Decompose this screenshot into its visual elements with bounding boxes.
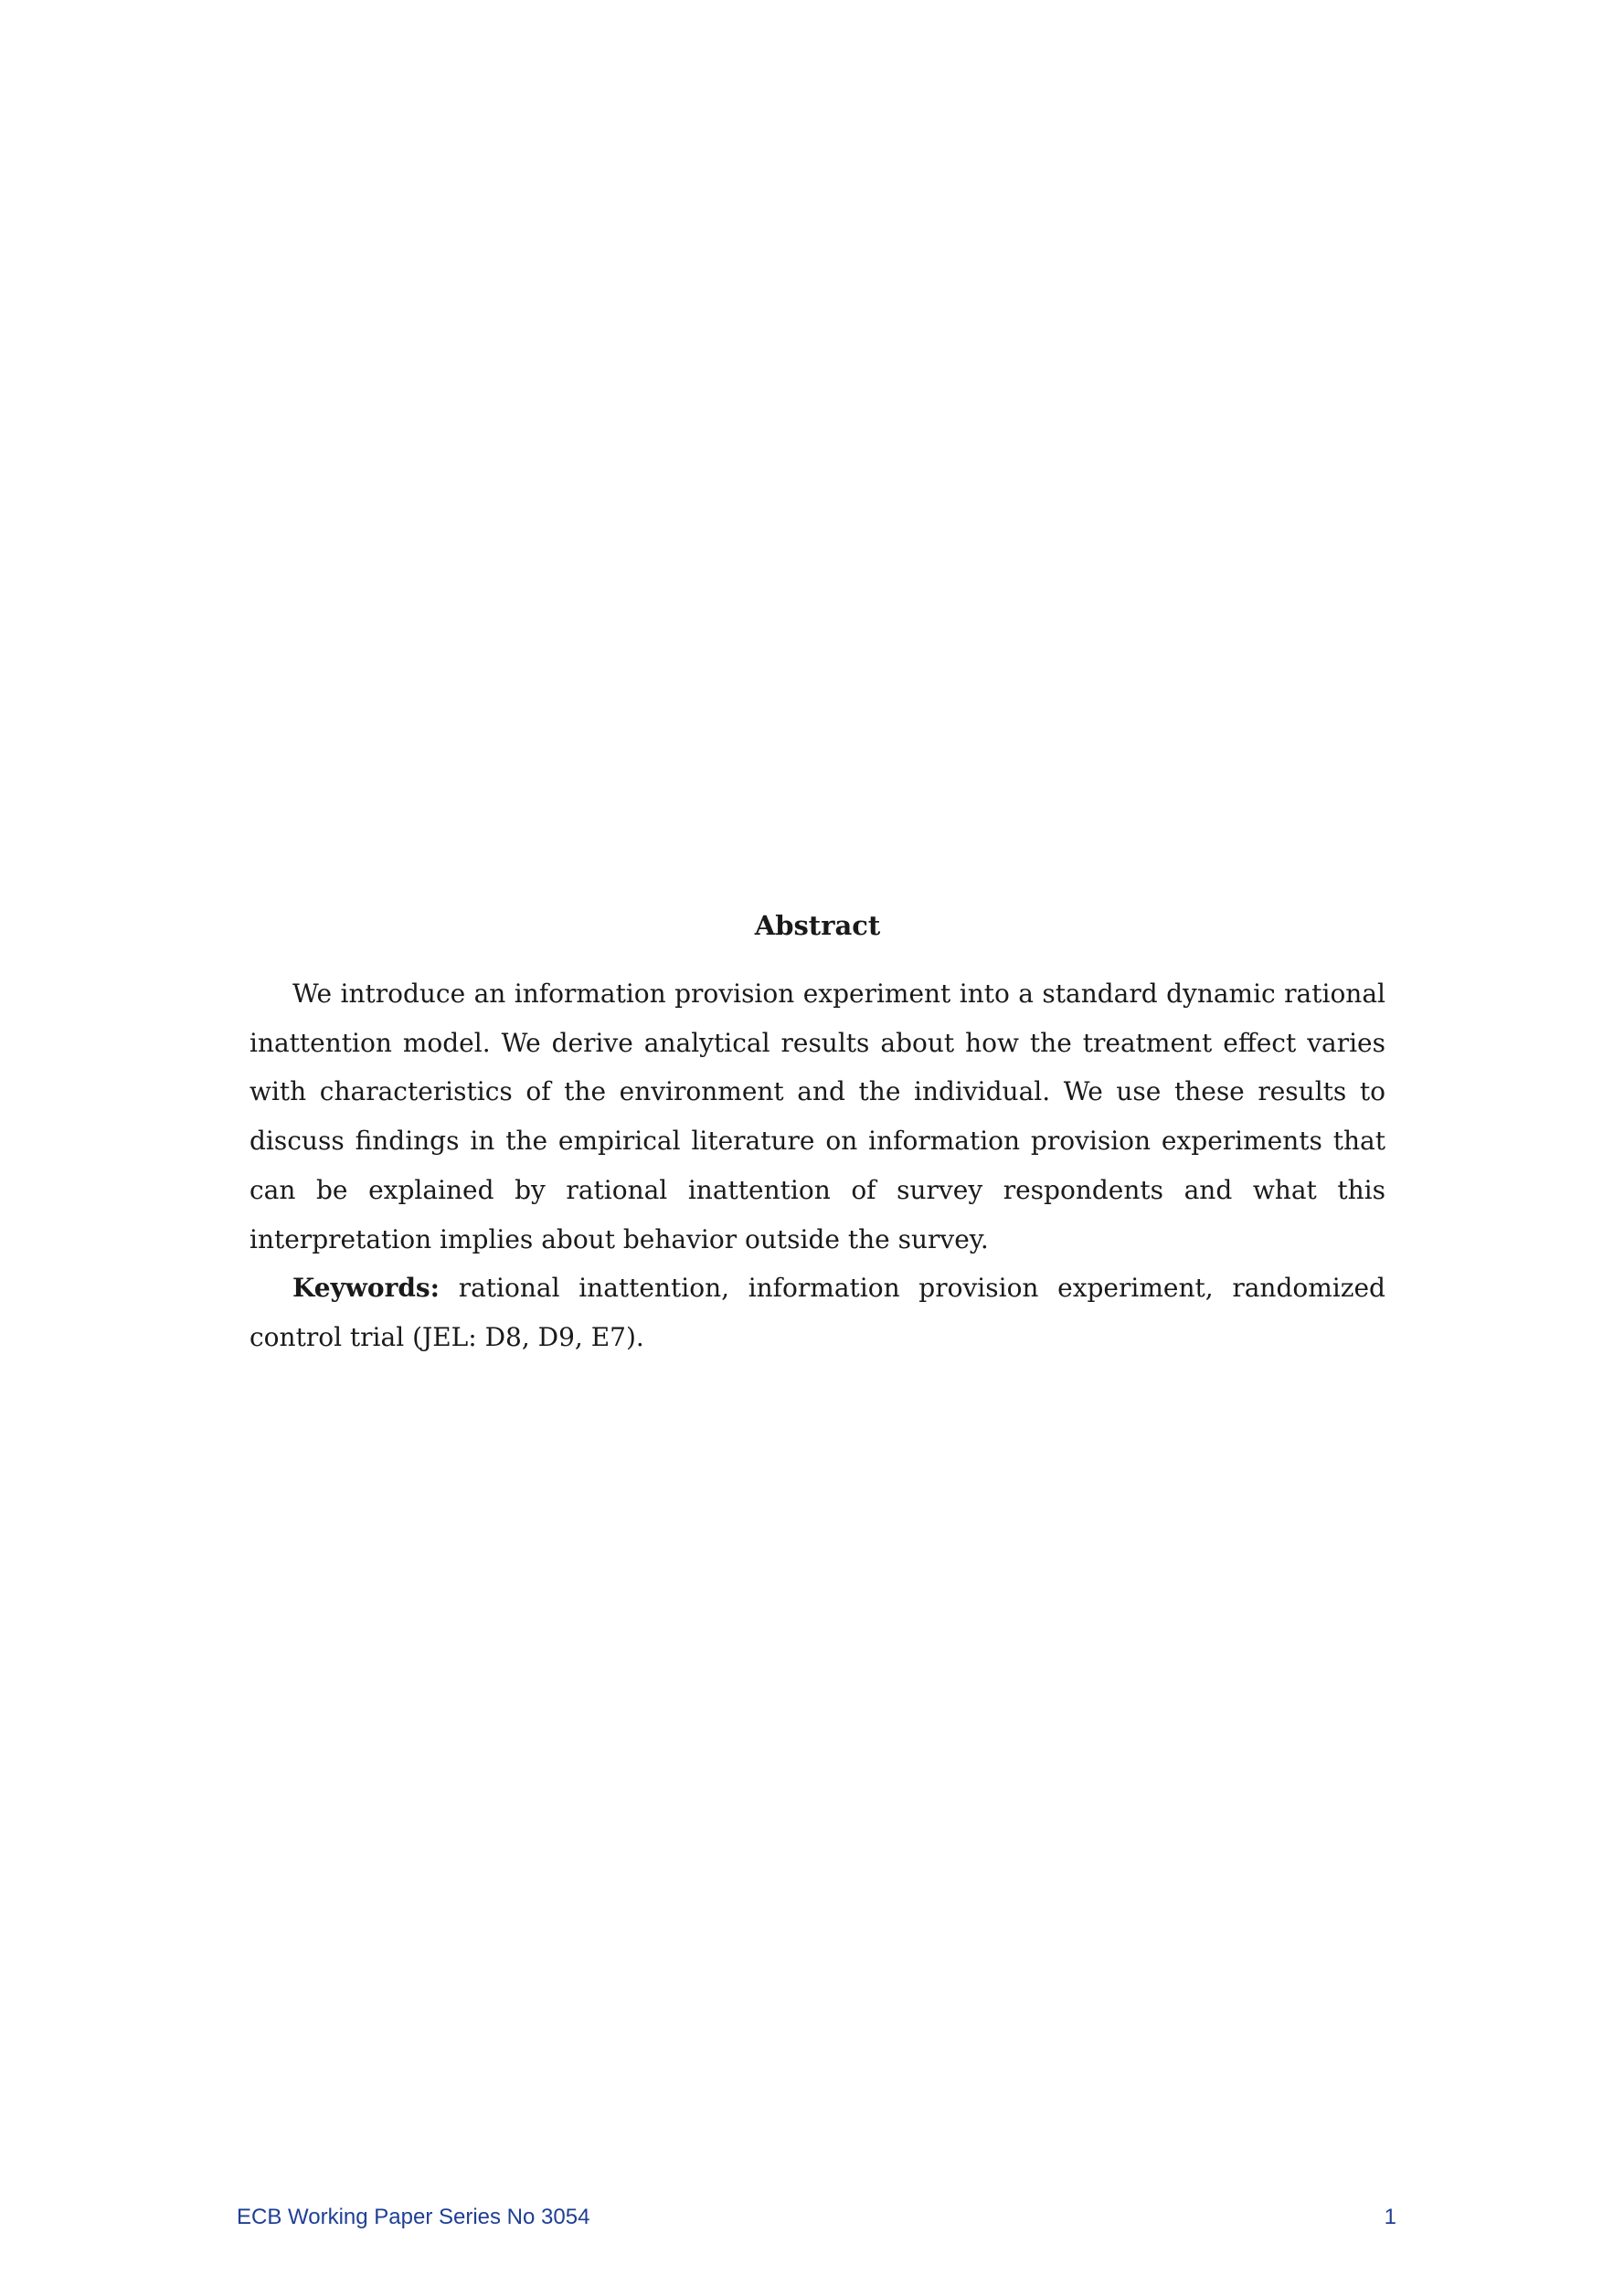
keywords-paragraph — [249, 1264, 1385, 1361]
abstract-section — [249, 905, 1385, 1362]
keywords-label: Keywords: — [292, 1273, 440, 1304]
page-footer — [237, 2205, 1396, 2230]
keywords-text: rational inattention, information provision experiment, randomized control trial (JEL: D8, D9, E7). — [249, 1273, 1385, 1352]
footer-page-number: 1 — [1384, 2205, 1396, 2229]
abstract-heading: Abstract — [754, 910, 881, 941]
abstract-body: We introduce an information provision experiment into a standard dynamic rational inattention model. We derive analytical results about how the treatment effect varies with characteristics of the environment and the individual. We use these results to discuss findings in the empirical literature on information provision experiments that can be explained by rational inattention of survey respondents and what this interpretation implies about behavior outside the survey. — [249, 979, 1385, 1254]
footer-series: ECB Working Paper Series No 3054 — [237, 2205, 590, 2229]
